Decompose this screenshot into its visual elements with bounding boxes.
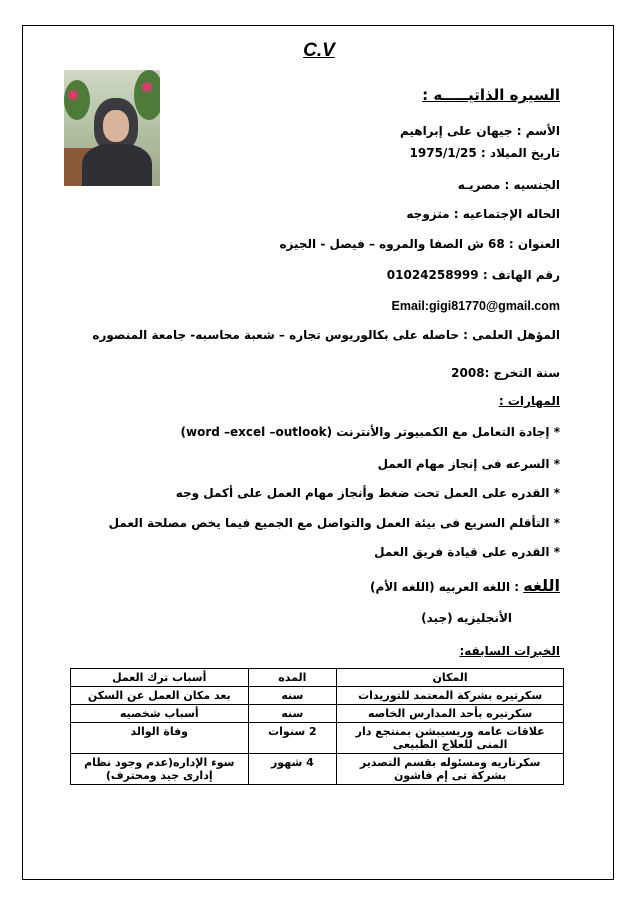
header-leave-reason: أسباب ترك العمل (71, 669, 249, 687)
profile-photo (64, 70, 160, 186)
cell-leave-reason: بعد مكان العمل عن السكن (71, 687, 249, 705)
cell-leave-reason: سوء الإداره(عدم وجود نظام إدارى جيد ومحترف) (71, 754, 249, 785)
languages-heading: اللغه (523, 576, 560, 595)
phone-line: رقم الهاتف : 01024258999 (386, 268, 560, 282)
cell-leave-reason: وفاة الوالد (71, 723, 249, 754)
skill-item: * السرعه فى إنجاز مهام العمل (377, 457, 560, 471)
cell-duration: سنه (248, 687, 337, 705)
cell-place: سكرتيره بشركة المعتمد للتوريدات (337, 687, 564, 705)
header-place: المكان (337, 669, 564, 687)
section-heading-cv: السيره الذاتيـــــه : (422, 86, 560, 104)
table-row (71, 687, 564, 705)
cv-title: C.V (303, 40, 335, 61)
cell-duration: 4 شهور (248, 754, 337, 785)
languages-line (370, 576, 560, 595)
language-arabic: : اللغه العربيه (اللغه الأم) (370, 580, 524, 594)
skill-item: * القدره على العمل تحت ضغط وأنجاز مهام العمل على أكمل وجه (175, 486, 560, 500)
cell-duration: سنه (248, 705, 337, 723)
birthdate-line: تاريخ الميلاد : 1975/1/25 (409, 146, 560, 160)
table-row (71, 705, 564, 723)
graduation-line: سنة التخرج :2008 (451, 366, 560, 380)
address-line: العنوان : 68 ش الصفا والمروه – فيصل - الجيزه (279, 237, 560, 251)
experience-table (70, 668, 564, 785)
cell-place: علاقات عامه وريسيبشن بمنتجع دار المنى للعلاج الطبيعى (337, 723, 564, 754)
table-header-row (71, 669, 564, 687)
experience-heading: الخبرات السابقه: (459, 644, 560, 658)
qualification-line: المؤهل العلمى : حاصله على بكالوريوس تجاره – شعبة محاسبه- جامعة المنصوره (92, 328, 560, 342)
email-line: Email:gigi81770@gmail.com (391, 299, 560, 313)
name-line: الأسم : جيهان على إبراهيم (399, 124, 560, 138)
header-duration: المده (248, 669, 337, 687)
cell-duration: 2 سنوات (248, 723, 337, 754)
cell-place: سكرتاريه ومسئوله بقسم التصدير بشركة تى إم فاشون (337, 754, 564, 785)
cell-place: سكرتيره بأحد المدارس الخاصه (337, 705, 564, 723)
cell-leave-reason: أسباب شخصيه (71, 705, 249, 723)
nationality-line: الجنسيه : مصريـه (457, 178, 560, 192)
skill-item: * القدره على قيادة فريق العمل (374, 545, 560, 559)
skills-heading: المهارات : (498, 394, 560, 408)
marital-status-line: الحاله الإجتماعيه : متزوجه (406, 207, 560, 221)
language-english: الأنجليزيه (جيد) (421, 611, 512, 625)
skill-item: * التأقلم السريع فى بيئة العمل والتواصل مع الجميع فيما يخص مصلحة العمل (108, 516, 560, 530)
table-row (71, 754, 564, 785)
skill-item: * إجادة التعامل مع الكمبيوتر والأنترنت (word –excel –outlook) (180, 425, 560, 439)
table-row (71, 723, 564, 754)
